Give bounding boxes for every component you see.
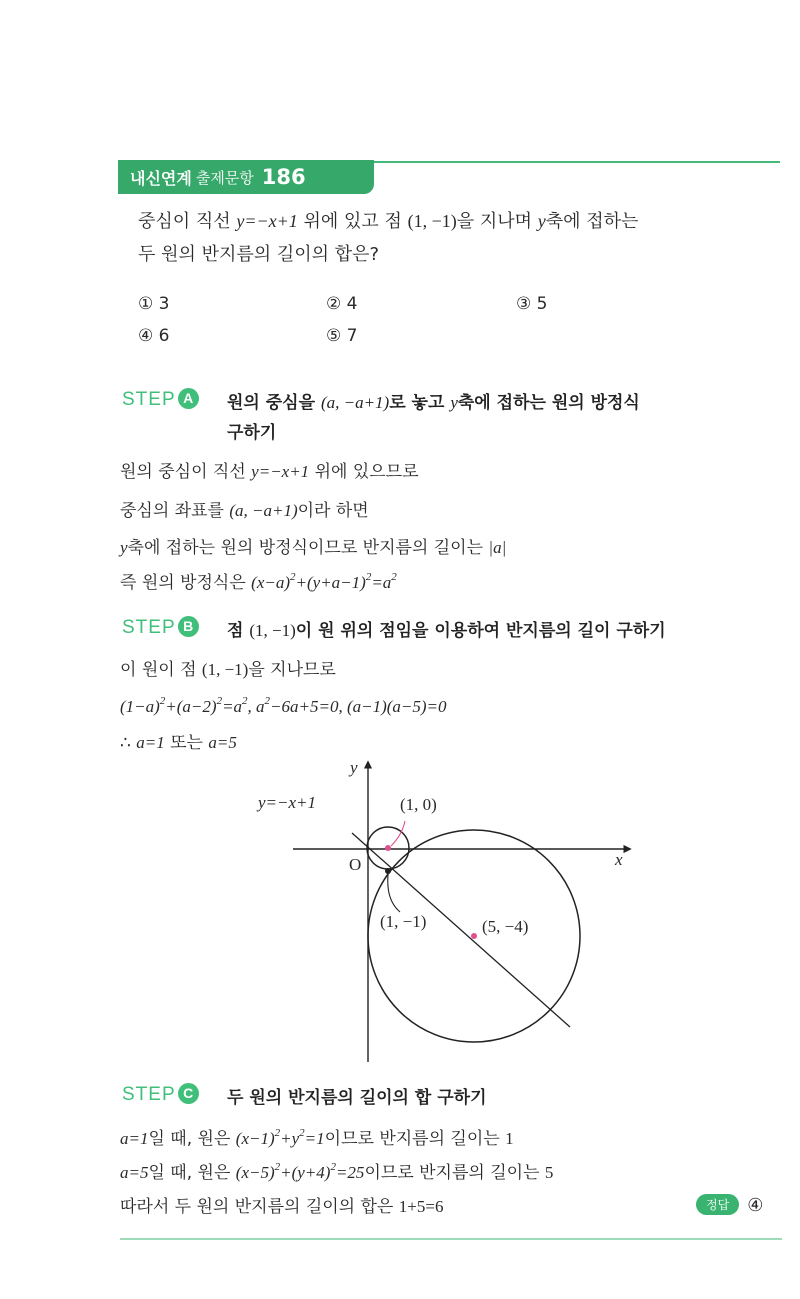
text: 일 때, 원은 <box>148 1163 236 1183</box>
y-var: y <box>450 393 458 412</box>
title-part: 점 <box>227 621 250 641</box>
text: 이므로 반지름의 길이는 <box>364 1163 545 1183</box>
circle-2-equation: $(x-5)^2+(y+4)^2=25$ <box>235 1161 365 1182</box>
abs-a: |a| <box>488 538 507 557</box>
title-part: 원의 중심을 <box>227 393 321 413</box>
step-b-word: STEP <box>122 617 176 638</box>
title-part: 구하기 <box>227 423 277 443</box>
question-part: 위에 있고 점 <box>297 211 408 232</box>
point-1-neg1-label: (1, −1) <box>380 912 427 931</box>
point-1-neg1-dot <box>385 868 391 874</box>
radius-value: 1 <box>505 1129 514 1148</box>
step-b-line-2: $(1-a)^2+(a-2)^2=a^2$, $a^2-6a+5=0$, (a−1)(a−5)=0 <box>120 695 447 716</box>
step-c-line-2 <box>120 1158 553 1188</box>
step-c-badge: C <box>178 1083 199 1104</box>
step-c-line-3 <box>120 1192 443 1222</box>
equation: a=5 <box>208 733 237 752</box>
equation: a=1 <box>136 733 165 752</box>
equation: y=−x+1 <box>251 462 310 481</box>
choice-3[interactable]: ③ 5 <box>516 294 548 314</box>
text: 또는 <box>164 733 209 753</box>
point-coord: (1, −1) <box>407 211 457 231</box>
circle-equation: $(x-a)^2+(y+a-1)^2=a^2$ <box>251 571 397 592</box>
therefore: ∴ <box>120 733 137 753</box>
circle-1-equation: $(x-1)^2+y^2=1$ <box>235 1127 325 1148</box>
point-coord: (1, −1) <box>249 621 296 640</box>
y-var: y <box>120 538 128 557</box>
text: 이라 하면 <box>297 501 369 521</box>
text: 일 때, 원은 <box>148 1129 236 1149</box>
radius-value: 5 <box>544 1163 554 1182</box>
line-equation: y=−x+1 <box>236 211 298 231</box>
line-label: y=−x+1 <box>258 793 317 812</box>
header-tag-sub: 출제문항 <box>195 168 254 187</box>
step-c <box>122 1083 782 1113</box>
choice-4[interactable]: ④ 6 <box>138 326 170 346</box>
question-line-2: 두 원의 반지름의 길이의 합은? <box>138 244 380 265</box>
sum-equation: 1+5=6 <box>398 1197 444 1216</box>
point-5-neg4-label: (5, −4) <box>482 917 529 936</box>
step-c-word: STEP <box>122 1084 176 1105</box>
text: 축에 접하는 원의 방정식이므로 반지름의 길이는 <box>127 538 489 558</box>
question-part: 중심이 직선 <box>138 211 237 232</box>
answer <box>696 1194 763 1216</box>
step-c-line-1 <box>120 1124 514 1154</box>
origin-label: O <box>349 855 362 874</box>
center-large-dot <box>471 933 477 939</box>
answer-badge: 정답 <box>696 1194 739 1215</box>
equation: a=5 <box>120 1163 149 1182</box>
text: 이므로 반지름의 길이는 <box>324 1129 506 1149</box>
title-part: 축에 접하는 원의 방정식 <box>457 393 640 413</box>
center-coord: (a, −a+1) <box>320 393 390 412</box>
footer-rule <box>120 1238 782 1240</box>
step-a-badge: A <box>178 388 199 409</box>
step-b-badge: B <box>178 616 199 637</box>
text: 중심의 좌표를 <box>120 501 230 521</box>
title-part: 로 놓고 <box>389 393 451 413</box>
title-part: 이 원 위의 점임을 이용하여 반지름의 길이 구하기 <box>295 621 666 641</box>
text: 따라서 두 원의 반지름의 길이의 합은 <box>120 1197 399 1217</box>
choice-2[interactable]: ② 4 <box>326 294 358 314</box>
header-tag-label: 내신연계 <box>130 168 192 188</box>
text: 을 지나므로 <box>248 660 336 680</box>
text: 이 원이 점 <box>120 660 202 680</box>
equation: a=1 <box>120 1129 149 1148</box>
x-axis-label: x <box>615 850 623 869</box>
question-part: 을 지나며 <box>456 211 538 232</box>
question-part: 축에 접하는 <box>545 211 639 232</box>
point-coord: (1, −1) <box>201 660 249 679</box>
step-c-title: 두 원의 반지름의 길이의 합 구하기 <box>227 1088 487 1108</box>
y-axis-label: y <box>350 758 358 777</box>
center-small-dot <box>385 845 391 851</box>
y-var: y <box>537 211 546 231</box>
answer-value: ④ <box>747 1195 764 1216</box>
problem-number: 186 <box>261 165 306 189</box>
text: 원의 중심이 직선 <box>120 462 252 482</box>
point-1-0-label: (1, 0) <box>400 795 437 814</box>
choice-5[interactable]: ⑤ 7 <box>326 326 358 346</box>
step-a-word: STEP <box>122 389 176 410</box>
pointer-1-neg1 <box>388 875 400 912</box>
choice-1[interactable]: ① 3 <box>138 294 170 314</box>
text: 위에 있으므로 <box>309 462 419 482</box>
equation: (a, −a+1) <box>229 501 298 520</box>
text: 즉 원의 방정식은 <box>120 573 252 593</box>
